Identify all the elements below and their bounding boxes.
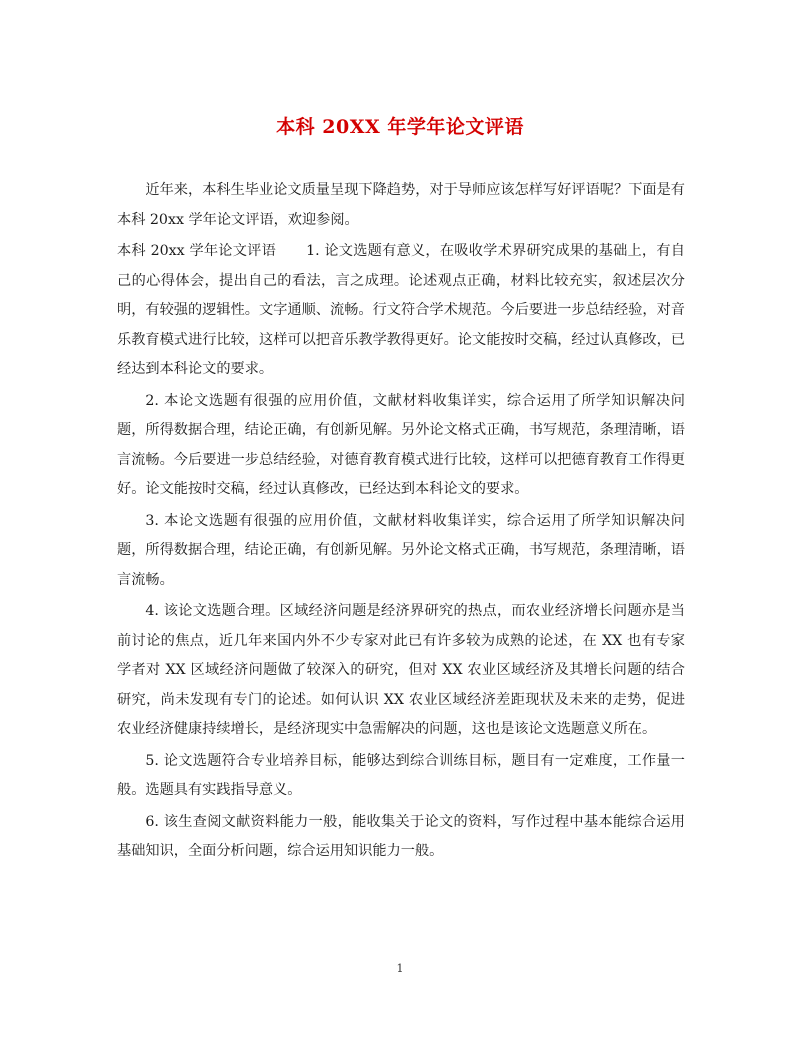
paragraph-3: 3. 本论文选题有很强的应用价值，文献材料收集详实，综合运用了所学知识解决问题，所得数据合理，结论正确，有创新见解。另外论文格式正确，书写规范，条理清晰，语言流畅。 xyxy=(117,512,685,588)
paragraph-1 xyxy=(117,237,685,385)
intro-paragraph: 近年来，本科生毕业论文质量呈现下降趋势，对于导师应该怎样写好评语呢？下面是有本科 20xx 学年论文评语，欢迎参阅。 xyxy=(117,182,685,228)
paragraph-6: 6. 该生查阅文献资料能力一般，能收集关于论文的资料，写作过程中基本能综合运用基础知识，全面分析问题，综合运用知识能力一般。 xyxy=(117,813,685,859)
page-number: 1 xyxy=(396,962,404,975)
document-body xyxy=(117,176,685,869)
paragraph-1-text: 1. 论文选题有意义，在吸收学术界研究成果的基础上，有自己的心得体会，提出自己的看法，言之成理。论述观点正确，材料比较充实，叙述层次分明，有较强的逻辑性。文字通顺、流畅。行文符合学术规范。今后要进一步总结经验，对音乐教育模式进行比较，这样可以把音乐教学教得更好。论文能按时交稿，经过认真修改，已经达到本科论文的要求。 xyxy=(117,243,685,377)
document-title: 本科 20XX 年学年论文评语 xyxy=(276,116,524,138)
section-label: 本科 20xx 学年论文评语 xyxy=(117,243,277,259)
paragraph-4: 4. 该论文选题合理。区域经济问题是经济界研究的热点，而农业经济增长问题亦是当前讨论的焦点，近几年来国内外不少专家对此已有许多较为成熟的论述，在 XX 也有专家学者对 XX 区域经济问题做了较深入的研究，但对 XX 农业区域经济及其增长问题的结合研究，尚未发现有专门的论述。如何认识 XX 农业区域经济差距现状及未来的走势，促进农业经济健康持续增长，是经济现实中急需解决的问题，这也是该论文选题意义所在。 xyxy=(117,603,685,737)
paragraph-5: 5. 论文选题符合专业培养目标，能够达到综合训练目标，题目有一定难度，工作量一般。选题具有实践指导意义。 xyxy=(117,752,685,798)
paragraph-2: 2. 本论文选题有很强的应用价值，文献材料收集详实，综合运用了所学知识解决问题，所得数据合理，结论正确，有创新见解。另外论文格式正确，书写规范，条理清晰，语言流畅。今后要进一步总结经验，对德育教育模式进行比较，这样可以把德育教育工作得更好。论文能按时交稿，经过认真修改，已经达到本科论文的要求。 xyxy=(117,392,685,497)
